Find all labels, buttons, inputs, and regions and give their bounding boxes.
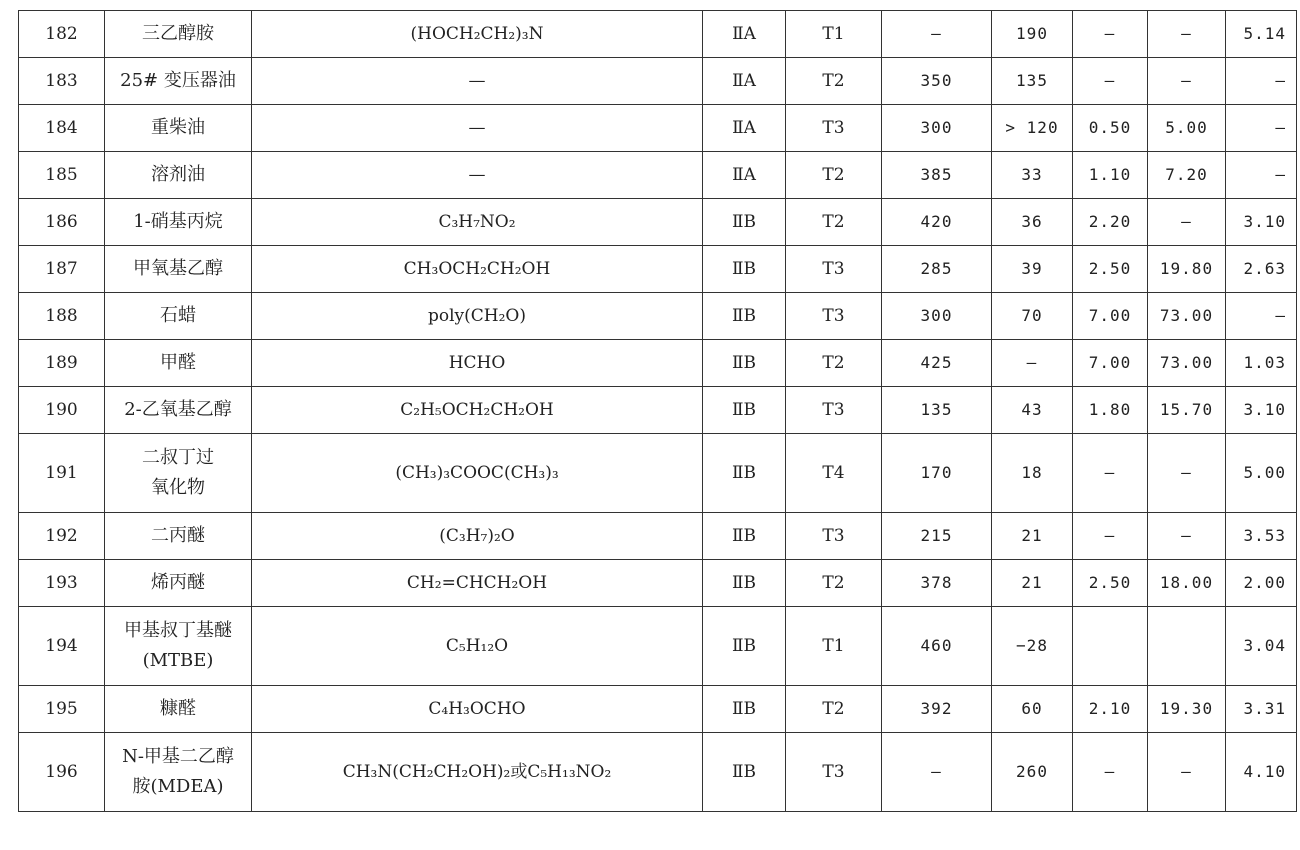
chemical-formula: C₅H₁₂O — [252, 607, 703, 686]
substance-name: 石蜡 — [105, 293, 252, 340]
value-cell: — — [1073, 58, 1148, 105]
substance-name: N-甲基二乙醇胺(MDEA) — [105, 733, 252, 812]
row-number: 191 — [19, 434, 105, 513]
value-cell: — — [882, 11, 992, 58]
temperature-class: T1 — [786, 607, 882, 686]
gas-group: ⅡA — [703, 152, 786, 199]
temperature-class: T3 — [786, 293, 882, 340]
row-number: 195 — [19, 686, 105, 733]
table-row — [19, 733, 1297, 812]
value-cell: 39 — [992, 246, 1073, 293]
temperature-class: T2 — [786, 340, 882, 387]
value-cell: 7.00 — [1073, 293, 1148, 340]
table-row — [19, 105, 1297, 152]
value-cell: — — [1148, 11, 1226, 58]
value-cell: 190 — [992, 11, 1073, 58]
table-row — [19, 246, 1297, 293]
value-cell: 2.00 — [1226, 560, 1297, 607]
row-number: 196 — [19, 733, 105, 812]
value-cell: 5.00 — [1148, 105, 1226, 152]
chemical-formula: C₃H₇NO₂ — [252, 199, 703, 246]
substance-name: 25# 变压器油 — [105, 58, 252, 105]
value-cell: 0.50 — [1073, 105, 1148, 152]
gas-group: ⅡA — [703, 11, 786, 58]
substance-name: 三乙醇胺 — [105, 11, 252, 58]
temperature-class: T2 — [786, 199, 882, 246]
substance-name: 二丙醚 — [105, 513, 252, 560]
row-number: 188 — [19, 293, 105, 340]
value-cell — [1148, 607, 1226, 686]
value-cell: 2.20 — [1073, 199, 1148, 246]
temperature-class: T2 — [786, 560, 882, 607]
value-cell — [1073, 607, 1148, 686]
value-cell: 285 — [882, 246, 992, 293]
gas-group: ⅡA — [703, 58, 786, 105]
value-cell: 73.00 — [1148, 340, 1226, 387]
table-row — [19, 293, 1297, 340]
value-cell: — — [1073, 733, 1148, 812]
value-cell: 60 — [992, 686, 1073, 733]
value-cell: 19.80 — [1148, 246, 1226, 293]
temperature-class: T3 — [786, 387, 882, 434]
substance-name: 烯丙醚 — [105, 560, 252, 607]
temperature-class: T3 — [786, 246, 882, 293]
row-number: 182 — [19, 11, 105, 58]
table-row — [19, 387, 1297, 434]
value-cell: 19.30 — [1148, 686, 1226, 733]
value-cell: 378 — [882, 560, 992, 607]
value-cell: 3.04 — [1226, 607, 1297, 686]
value-cell: 33 — [992, 152, 1073, 199]
table-row — [19, 607, 1297, 686]
value-cell: — — [882, 733, 992, 812]
value-cell: 170 — [882, 434, 992, 513]
value-cell: 4.10 — [1226, 733, 1297, 812]
substance-name: 甲基叔丁基醚(MTBE) — [105, 607, 252, 686]
gas-group: ⅡB — [703, 434, 786, 513]
table-row — [19, 340, 1297, 387]
table-row — [19, 434, 1297, 513]
value-cell: — — [1148, 199, 1226, 246]
value-cell: 70 — [992, 293, 1073, 340]
value-cell: 260 — [992, 733, 1073, 812]
chemical-formula: C₄H₃OCHO — [252, 686, 703, 733]
row-number: 189 — [19, 340, 105, 387]
value-cell: 392 — [882, 686, 992, 733]
chemical-formula: — — [252, 105, 703, 152]
chemical-properties-table — [18, 10, 1297, 812]
substance-name: 重柴油 — [105, 105, 252, 152]
gas-group: ⅡB — [703, 733, 786, 812]
substance-name: 1-硝基丙烷 — [105, 199, 252, 246]
row-number: 187 — [19, 246, 105, 293]
temperature-class: T3 — [786, 733, 882, 812]
substance-name: 甲氧基乙醇 — [105, 246, 252, 293]
value-cell: 3.31 — [1226, 686, 1297, 733]
temperature-class: T4 — [786, 434, 882, 513]
chemical-formula: poly(CH₂O) — [252, 293, 703, 340]
value-cell: 3.10 — [1226, 387, 1297, 434]
substance-name: 糠醛 — [105, 686, 252, 733]
temperature-class: T3 — [786, 105, 882, 152]
table-row — [19, 11, 1297, 58]
row-number: 193 — [19, 560, 105, 607]
value-cell: 135 — [992, 58, 1073, 105]
table-row — [19, 560, 1297, 607]
value-cell: 385 — [882, 152, 992, 199]
table-row — [19, 199, 1297, 246]
table-row — [19, 686, 1297, 733]
substance-name: 2-乙氧基乙醇 — [105, 387, 252, 434]
value-cell: > 120 — [992, 105, 1073, 152]
value-cell: 460 — [882, 607, 992, 686]
gas-group: ⅡB — [703, 199, 786, 246]
chemical-formula: CH₃OCH₂CH₂OH — [252, 246, 703, 293]
row-number: 192 — [19, 513, 105, 560]
gas-group: ⅡB — [703, 340, 786, 387]
value-cell: 1.80 — [1073, 387, 1148, 434]
temperature-class: T2 — [786, 58, 882, 105]
temperature-class: T2 — [786, 152, 882, 199]
chemical-formula: HCHO — [252, 340, 703, 387]
value-cell: 350 — [882, 58, 992, 105]
row-number: 183 — [19, 58, 105, 105]
gas-group: ⅡB — [703, 607, 786, 686]
value-cell: — — [1073, 513, 1148, 560]
chemical-formula: (HOCH₂CH₂)₃N — [252, 11, 703, 58]
value-cell: 73.00 — [1148, 293, 1226, 340]
chemical-formula: CH₃N(CH₂CH₂OH)₂或C₅H₁₃NO₂ — [252, 733, 703, 812]
gas-group: ⅡB — [703, 387, 786, 434]
chemical-formula: CH₂=CHCH₂OH — [252, 560, 703, 607]
value-cell: 425 — [882, 340, 992, 387]
value-cell: — — [1226, 293, 1297, 340]
row-number: 185 — [19, 152, 105, 199]
value-cell: 5.14 — [1226, 11, 1297, 58]
value-cell: — — [1226, 105, 1297, 152]
value-cell: 2.10 — [1073, 686, 1148, 733]
value-cell: — — [1148, 434, 1226, 513]
value-cell: 2.50 — [1073, 246, 1148, 293]
gas-group: ⅡB — [703, 293, 786, 340]
value-cell: 300 — [882, 293, 992, 340]
substance-name: 二叔丁过氧化物 — [105, 434, 252, 513]
gas-group: ⅡB — [703, 686, 786, 733]
value-cell: 43 — [992, 387, 1073, 434]
gas-group: ⅡB — [703, 560, 786, 607]
value-cell: 3.10 — [1226, 199, 1297, 246]
value-cell: 18.00 — [1148, 560, 1226, 607]
temperature-class: T3 — [786, 513, 882, 560]
row-number: 184 — [19, 105, 105, 152]
chemical-formula: — — [252, 58, 703, 105]
value-cell: 7.00 — [1073, 340, 1148, 387]
chemical-formula: — — [252, 152, 703, 199]
table-row — [19, 152, 1297, 199]
chemical-formula: C₂H₅OCH₂CH₂OH — [252, 387, 703, 434]
value-cell: 1.03 — [1226, 340, 1297, 387]
value-cell: 15.70 — [1148, 387, 1226, 434]
chemical-formula: (CH₃)₃COOC(CH₃)₃ — [252, 434, 703, 513]
row-number: 190 — [19, 387, 105, 434]
temperature-class: T1 — [786, 11, 882, 58]
value-cell: 1.10 — [1073, 152, 1148, 199]
value-cell: — — [1073, 11, 1148, 58]
gas-group: ⅡA — [703, 105, 786, 152]
value-cell: 135 — [882, 387, 992, 434]
value-cell: 36 — [992, 199, 1073, 246]
value-cell: 2.50 — [1073, 560, 1148, 607]
value-cell: — — [992, 340, 1073, 387]
value-cell: 3.53 — [1226, 513, 1297, 560]
table-row — [19, 513, 1297, 560]
value-cell: 7.20 — [1148, 152, 1226, 199]
value-cell: 215 — [882, 513, 992, 560]
value-cell: −28 — [992, 607, 1073, 686]
value-cell: 420 — [882, 199, 992, 246]
temperature-class: T2 — [786, 686, 882, 733]
gas-group: ⅡB — [703, 246, 786, 293]
value-cell: — — [1148, 58, 1226, 105]
value-cell: — — [1148, 733, 1226, 812]
row-number: 186 — [19, 199, 105, 246]
value-cell: — — [1148, 513, 1226, 560]
value-cell: 2.63 — [1226, 246, 1297, 293]
value-cell: — — [1226, 58, 1297, 105]
chemical-formula: (C₃H₇)₂O — [252, 513, 703, 560]
table-row — [19, 58, 1297, 105]
substance-name: 溶剂油 — [105, 152, 252, 199]
value-cell: — — [1226, 152, 1297, 199]
gas-group: ⅡB — [703, 513, 786, 560]
row-number: 194 — [19, 607, 105, 686]
value-cell: 21 — [992, 560, 1073, 607]
value-cell: 5.00 — [1226, 434, 1297, 513]
value-cell: 18 — [992, 434, 1073, 513]
value-cell: 300 — [882, 105, 992, 152]
value-cell: — — [1073, 434, 1148, 513]
value-cell: 21 — [992, 513, 1073, 560]
substance-name: 甲醛 — [105, 340, 252, 387]
